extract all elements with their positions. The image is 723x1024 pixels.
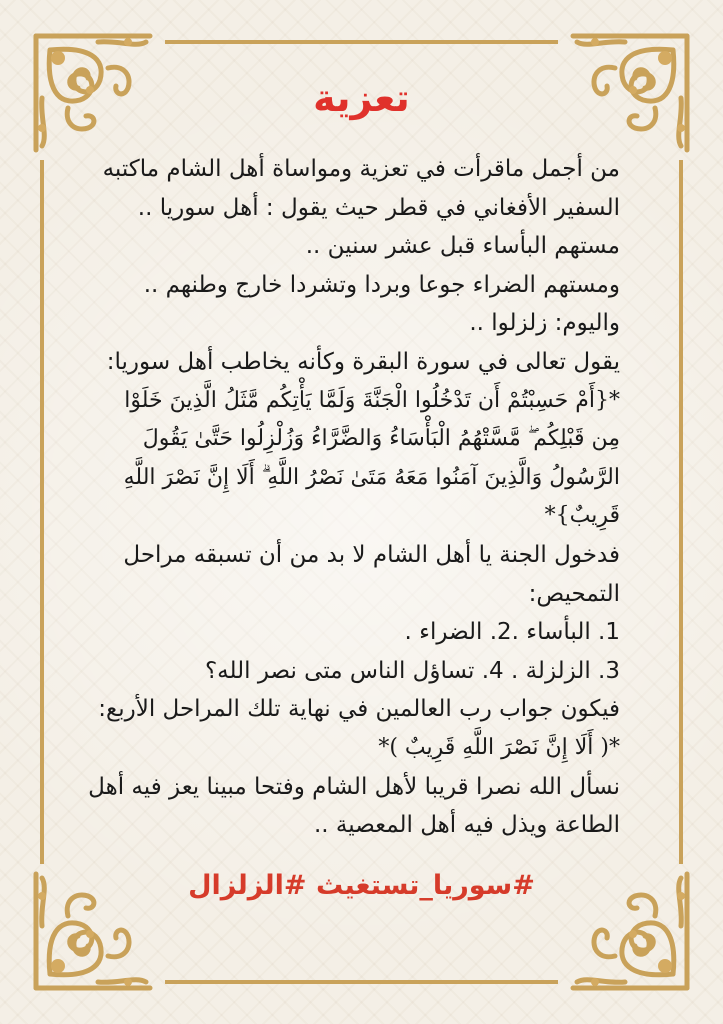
hashtag-line: #سوريا_تستغيث #الزلزال: [188, 870, 535, 901]
body-line: السفير الأفغاني في قطر حيث يقول : أهل سوريا ..: [137, 194, 620, 221]
body-line: التمحيص:: [528, 580, 620, 607]
quran-verse-line: *( أَلَا إِنَّ نَصْرَ اللَّهِ قَرِيبٌ )*: [378, 734, 620, 760]
body-line: واليوم: زلزلوا ..: [469, 310, 620, 337]
page-title: تعزية: [313, 76, 410, 120]
frame-right-border: [679, 160, 683, 864]
list-line: 1. البأساء .2. الضراء .: [404, 619, 620, 646]
quran-verse-line: *{أَمْ حَسِبْتُمْ أَن تَدْخُلُوا الْجَنَّةَ وَلَمَّا يَأْتِكُم مَّثَلُ الَّذِينَ خَلَوْا: [124, 387, 620, 413]
body-line: مستهم البأساء قبل عشر سنين ..: [305, 233, 620, 260]
body-line: يقول تعالى في سورة البقرة وكأنه يخاطب أهل سوريا:: [106, 348, 620, 375]
body-line: فدخول الجنة يا أهل الشام لا بد من أن تسبقه مراحل: [123, 541, 620, 568]
list-line: 3. الزلزلة . 4. تساؤل الناس متى نصر الله؟: [204, 657, 620, 684]
message-body: [88, 150, 620, 845]
quran-verse-line: قَرِيبٌ}*: [544, 503, 620, 529]
frame-top-border: [165, 40, 558, 44]
frame-bottom-border: [165, 980, 558, 984]
body-line: فيكون جواب رب العالمين في نهاية تلك المراحل الأربع:: [98, 696, 620, 723]
body-line: ومستهم الضراء جوعا وبردا وتشردا خارج وطنهم ..: [143, 271, 620, 298]
body-line: من أجمل ماقرأت في تعزية ومواساة أهل الشام ماكتبه: [102, 156, 620, 182]
body-line: نسأل الله نصرا قريبا لأهل الشام وفتحا مبينا يعز فيه أهل: [88, 773, 620, 800]
body-line: الطاعة ويذل فيه أهل المعصية ..: [313, 812, 620, 839]
quran-verse-line: الرَّسُولُ وَالَّذِينَ آمَنُوا مَعَهُ مَتَىٰ نَصْرُ اللَّهِ ۗ أَلَا إِنَّ نَصْرَ اللَّهِ: [123, 464, 620, 490]
frame-left-border: [40, 160, 44, 864]
quran-verse-line: مِن قَبْلِكُم ۖ مَّسَّتْهُمُ الْبَأْسَاءُ وَالضَّرَّاءُ وَزُلْزِلُوا حَتَّىٰ يَقُولَ: [142, 426, 620, 452]
